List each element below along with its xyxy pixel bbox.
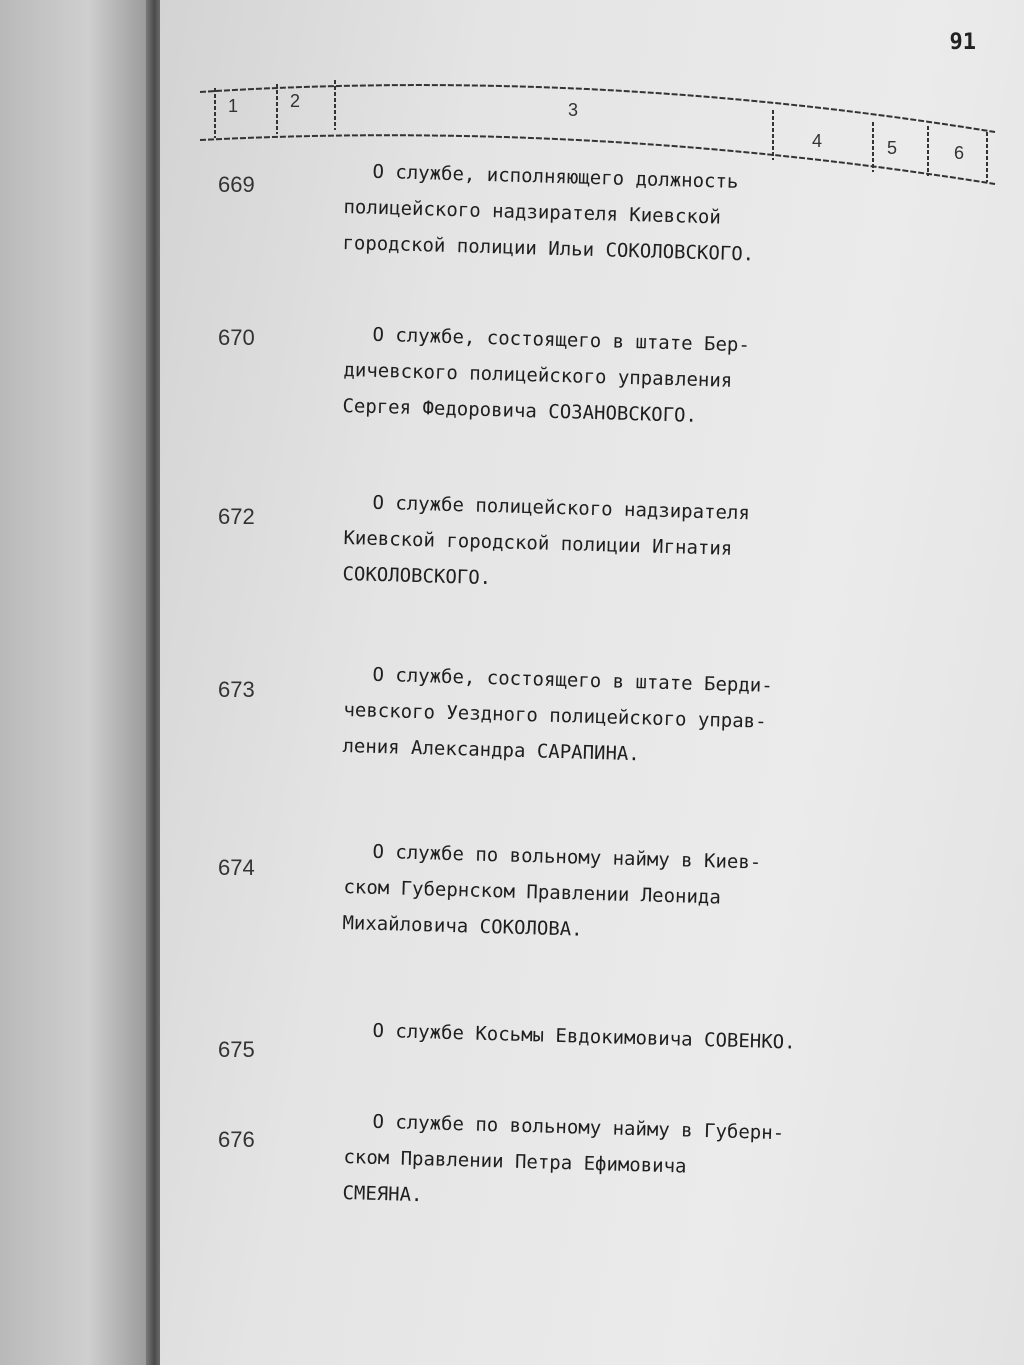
entry-line: полицейского надзирателя Киевской: [343, 195, 722, 229]
column-header-2: 2: [290, 91, 301, 111]
entry-line: О службе по вольному найму в Киев-: [372, 840, 762, 874]
entry-line: СОКОЛОВСКОГО.: [342, 562, 492, 590]
entry-line: О службе полицейского надзирателя: [372, 491, 751, 525]
entry-line: О службе Косьмы Евдокимовича СОВЕНКО.: [372, 1019, 796, 1054]
entry-line: городской полиции Ильи СОКОЛОВСКОГО.: [342, 231, 755, 266]
entry-description: [342, 1103, 865, 1225]
entry-number: 673: [218, 677, 255, 702]
entry-line: ском Губернском Правлении Леонида: [343, 875, 722, 909]
entry-line: СМЕЯНА.: [342, 1181, 423, 1207]
column-header-6: 6: [954, 143, 965, 163]
entry-line: Сергея Федоровича СОЗАНОВСКОГО.: [342, 394, 698, 427]
entry-number: 676: [218, 1127, 255, 1152]
entry-description: [342, 153, 865, 275]
entry-number: 670: [218, 325, 255, 350]
entry-description: [342, 484, 865, 606]
entry-line: Киевской городской полиции Игнатия: [343, 526, 733, 560]
entry-number: 669: [218, 172, 255, 197]
column-header-1: 1: [228, 96, 239, 116]
entry-line: Михайловича СОКОЛОВА.: [342, 911, 583, 941]
entry-line: чевского Уездного полицейского управ-: [343, 698, 767, 733]
book-gutter: [146, 0, 160, 1365]
entry-number: 675: [218, 1037, 255, 1062]
entry-number: 672: [218, 504, 255, 529]
entry-line: О службе по вольному найму в Губерн-: [372, 1110, 785, 1145]
entry-description: [342, 656, 865, 778]
column-header-3: 3: [568, 100, 579, 120]
column-header-4: 4: [812, 131, 823, 151]
facing-page: [0, 0, 160, 1365]
entry-line: дичевского полицейского управления: [343, 358, 733, 392]
entry-number: 674: [218, 855, 255, 880]
entry-line: О службе, состоящего в штате Бер-: [372, 323, 751, 357]
entry-line: О службе, исполняющего должность: [372, 160, 739, 193]
entry-description: [342, 316, 865, 438]
page-number: 91: [949, 30, 976, 55]
column-header-5: 5: [887, 138, 898, 158]
entry-description: [342, 833, 865, 955]
entry-line: ском Правлении Петра Ефимовича: [343, 1145, 687, 1178]
entry-line: ления Александра САРАПИНА.: [342, 734, 641, 766]
entry-line: О службе, состоящего в штате Берди-: [372, 663, 774, 697]
